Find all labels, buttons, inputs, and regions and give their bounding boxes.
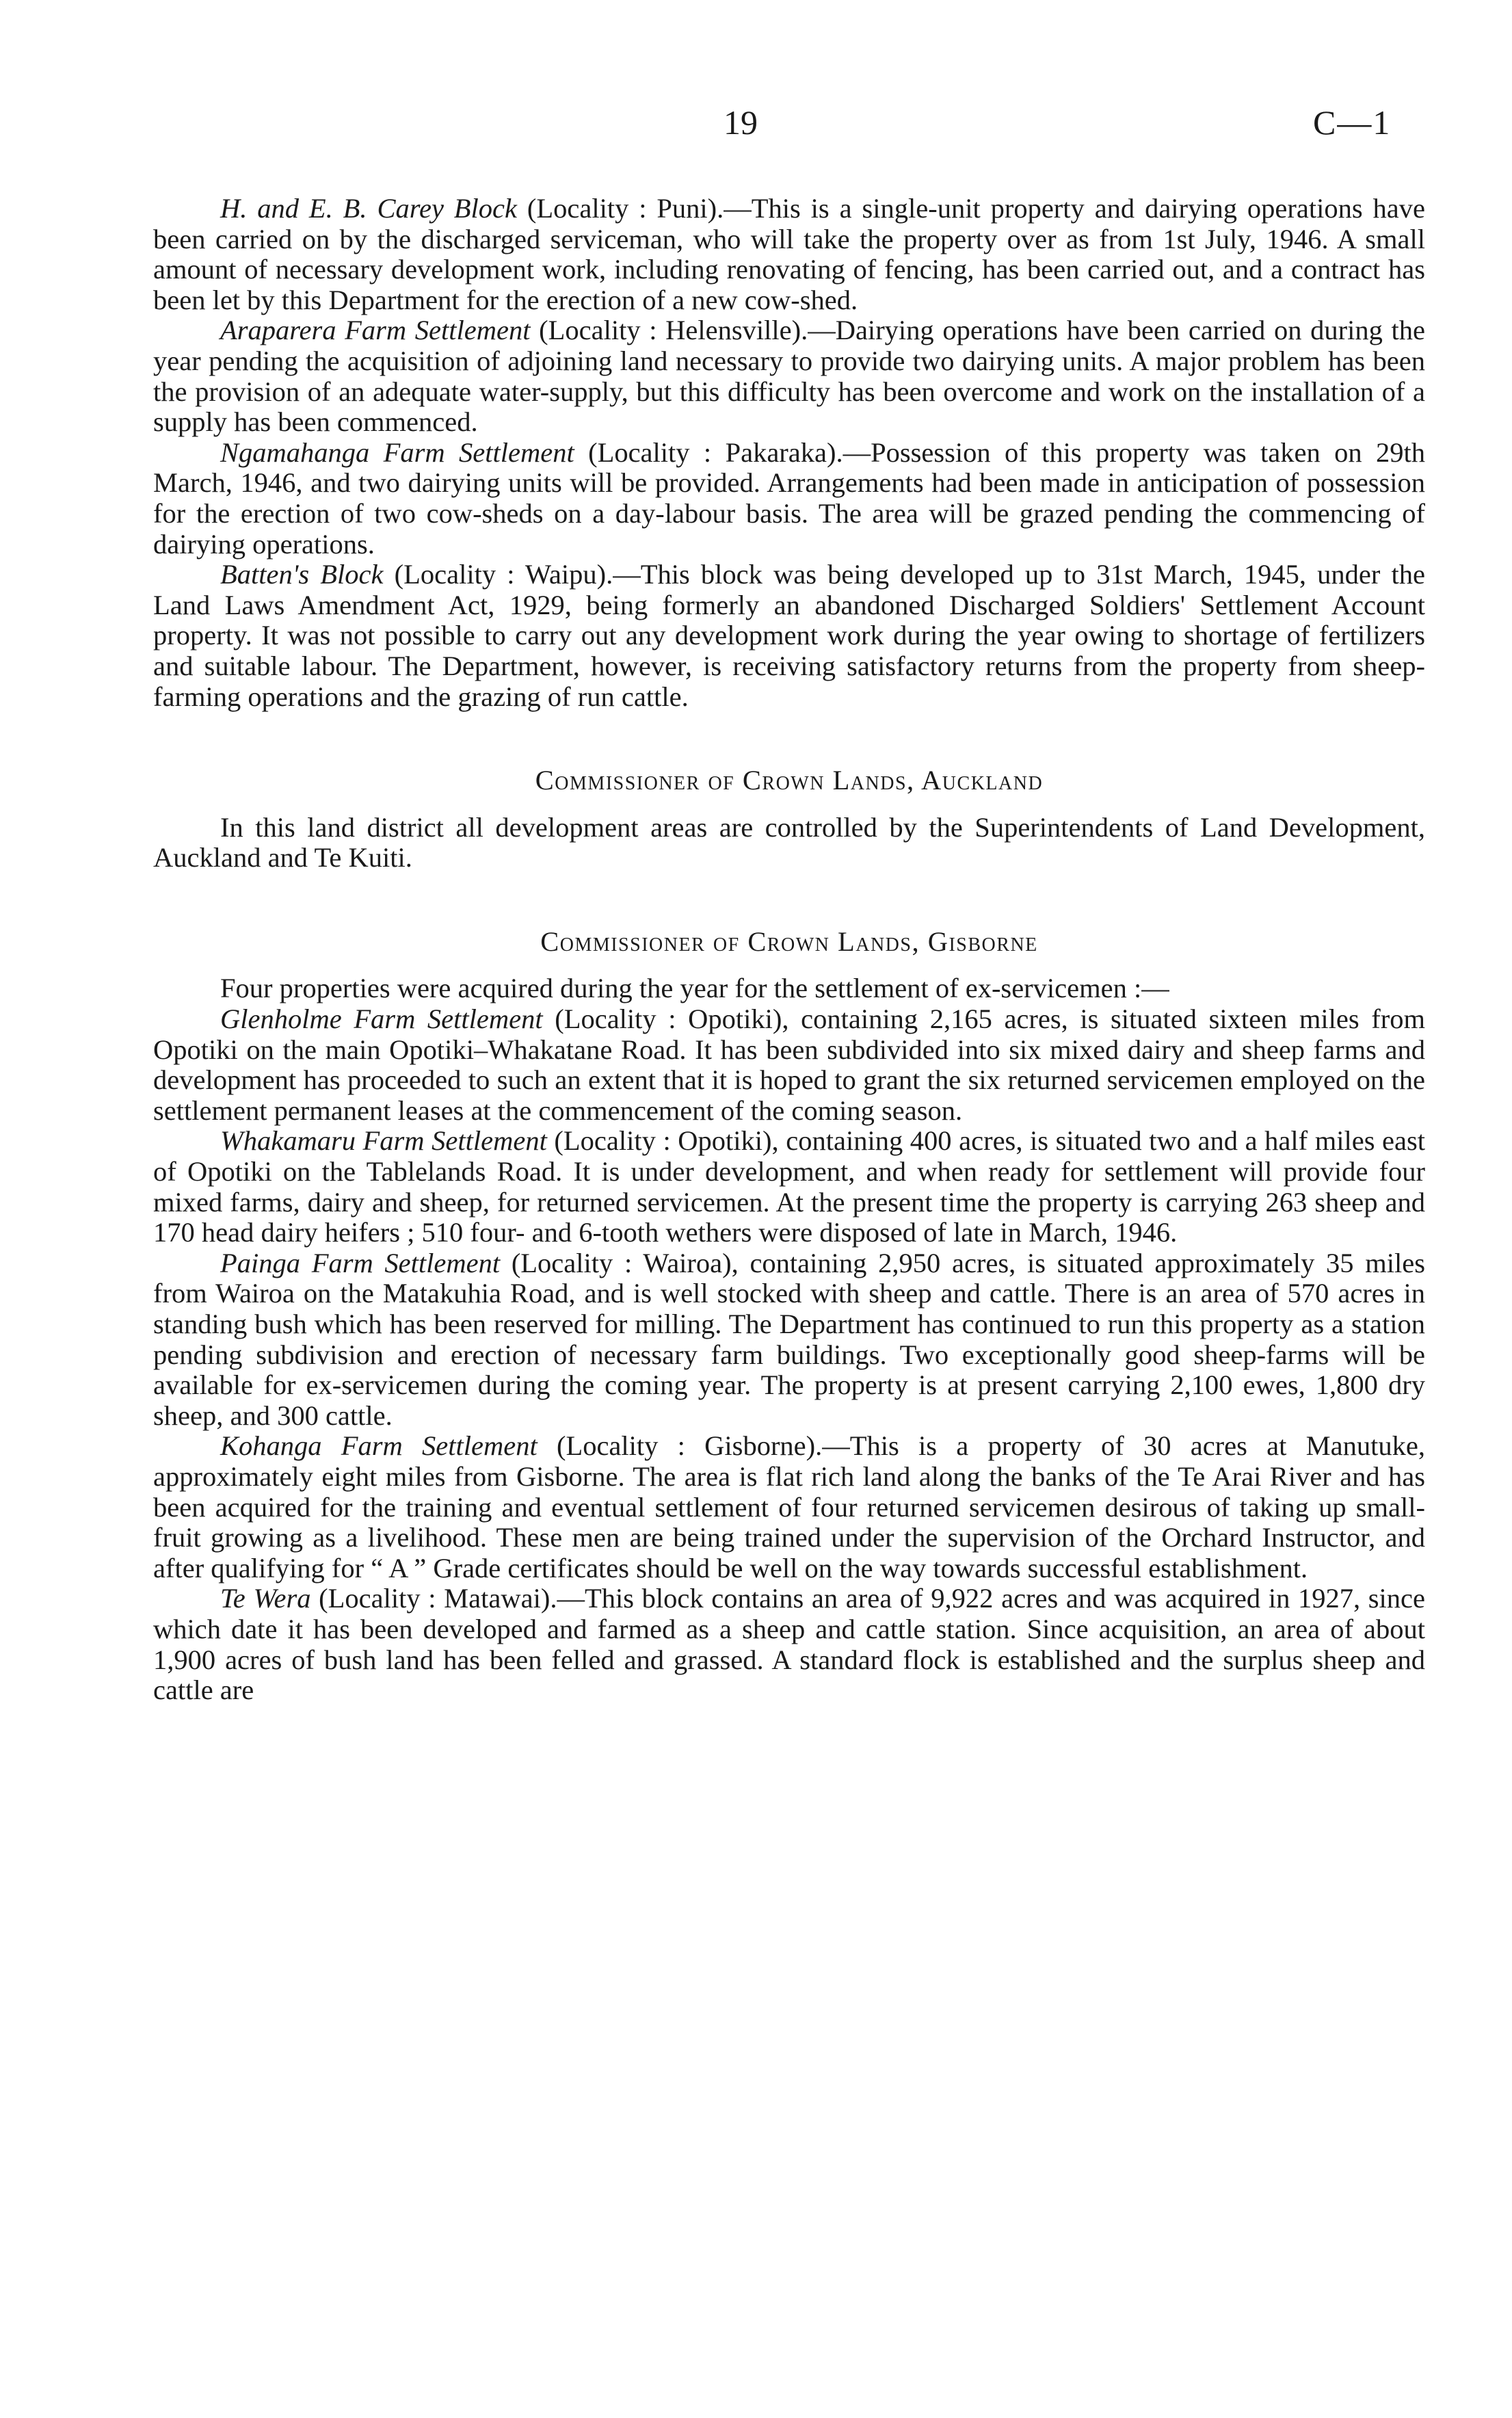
paragraph-title: Kohanga Farm Settlement xyxy=(220,1430,538,1462)
paragraph-text: (Locality : Helensville).—Dairying operations have been carried on during the year pending the acquisition of adjoining land necessary to provide two dairying units. A major problem has been the provision of an adequate water-supply, but this difficulty has been overcome and work on the installation of a supply has been commenced. xyxy=(153,315,1425,438)
paragraph-text: In this land district all development areas are controlled by the Superintendents of Land Development, Auckland and Te Kuiti. xyxy=(153,811,1425,873)
paragraph-whakamaru xyxy=(153,1126,1425,1248)
paragraph-ngamahanga xyxy=(153,438,1425,560)
section-heading-auckland: Commissioner of Crown Lands, Auckland xyxy=(535,765,1044,796)
paragraph-auckland-development xyxy=(153,813,1425,873)
paragraph-title: Te Wera xyxy=(220,1583,311,1614)
paragraph-text: Four properties were acquired during the year for the settlement of ex-servicemen :— xyxy=(220,973,1169,1004)
paragraph-text: (Locality : Gisborne).—This is a property of 30 acres at Manutuke, approximately eight miles from Gisborne. The area is flat rich land along the banks of the Te Arai River and has been acquired for the training and eventual settlement of four returned servicemen desirous of taking up small-fruit growing as a livelihood. These men are being trained under the supervision of the Orchard Instructor, and after qualifying for “ A ” Grade certificates should be well on the way towards successful establishment. xyxy=(153,1430,1425,1583)
paragraph-title: Araparera Farm Settlement xyxy=(220,315,531,346)
document-code: C—1 xyxy=(1313,103,1392,142)
paragraph-title: Whakamaru Farm Settlement xyxy=(220,1125,547,1157)
paragraph-title: Glenholme Farm Settlement xyxy=(220,1003,543,1035)
paragraph-text: (Locality : Opotiki), containing 2,165 acres, is situated sixteen miles from Opotiki on the main Opotiki–Whakatane Road. It has been subdivided into six mixed dairy and sheep farms and development has proceeded to such an extent that it is hoped to grant the six returned servicemen employed on the settlement permanent leases at the commencement of the coming season. xyxy=(153,1003,1425,1126)
paragraph-text: (Locality : Puni).—This is a single-unit property and dairying operations have been carried on by the discharged serviceman, who will take the property over as from 1st July, 1946. A small amount of necessary development work, including renovating of fencing, has been carried out, and a contract has been let by this Department for the erection of a new cow-shed. xyxy=(153,193,1425,315)
page-header xyxy=(0,103,1512,150)
page-number: 19 xyxy=(724,103,758,142)
paragraph-text: (Locality : Opotiki), containing 400 acres, is situated two and a half miles east of Opotiki on the Tablelands Road. It is under development, and when ready for settlement will provide four mixed farms, dairy and sheep, for returned servicemen. At the present time the property is carrying 263 sheep and 170 head dairy heifers ; 510 four- and 6-tooth wethers were disposed of late in March, 1946. xyxy=(153,1125,1426,1248)
paragraph-text: (Locality : Matawai).—This block contains an area of 9,922 acres and was acquired in 1927, since which date it has been developed and farmed as a sheep and cattle station. Since acquisition, an area of about 1,900 acres of bush land has been felled and grassed. A standard flock is established and the surplus sheep and cattle are xyxy=(153,1583,1425,1706)
body-text xyxy=(153,194,1425,1706)
paragraph-title: H. and E. B. Carey Block xyxy=(220,193,518,224)
paragraph-te-wera xyxy=(153,1583,1425,1705)
paragraph-glenholme xyxy=(153,1004,1425,1126)
paragraph-text: (Locality : Waipu).—This block was being developed up to 31st March, 1945, under the Land Laws Amendment Act, 1929, being formerly an abandoned Discharged Soldiers' Settlement Account property. It was not possible to carry out any development work during the year owing to shortage of fertilizers and suitable labour. The Department, however, is receiving satisfactory returns from the property from sheep-farming operations and the grazing of run cattle. xyxy=(153,559,1425,712)
paragraph-carey-block xyxy=(153,194,1425,315)
paragraph-kohanga xyxy=(153,1431,1425,1583)
paragraph-battens-block xyxy=(153,560,1425,712)
paragraph-gisborne-intro xyxy=(153,973,1425,1004)
paragraph-title: Ngamahanga Farm Settlement xyxy=(220,436,574,468)
section-heading-gisborne: Commissioner of Crown Lands, Gisborne xyxy=(540,925,1038,957)
paragraph-title: Batten's Block xyxy=(220,559,384,590)
paragraph-text: (Locality : Wairoa), containing 2,950 acres, is situated approximately 35 miles from Wairoa on the Matakuhia Road, and is well stocked with sheep and cattle. There is an area of 570 acres in standing bush which has been reserved for milling. The Department has continued to run this property as a station pending subdivision and erection of necessary farm buildings. Two exceptionally good sheep-farms will be available for ex-servicemen during the coming year. The property is at present carrying 2,100 ewes, 1,800 dry sheep, and 300 cattle. xyxy=(153,1247,1425,1431)
paragraph-text: (Locality : Pakaraka).—Possession of this property was taken on 29th March, 1946, and two dairying units will be provided. Arrangements had been made in anticipation of possession for the erection of two cow-sheds on a day-labour basis. The area will be grazed pending the commencing of dairying operations. xyxy=(153,436,1425,560)
paragraph-painga xyxy=(153,1248,1425,1432)
paragraph-araparera xyxy=(153,315,1425,437)
paragraph-title: Painga Farm Settlement xyxy=(220,1247,501,1278)
